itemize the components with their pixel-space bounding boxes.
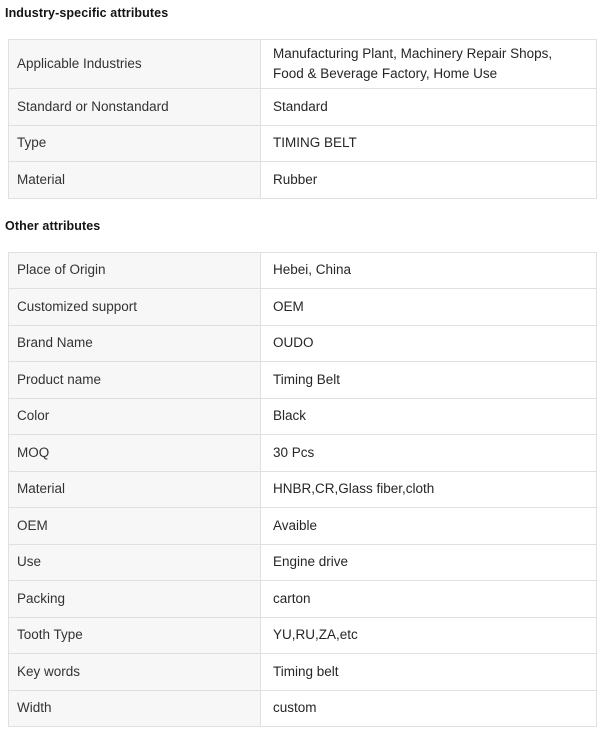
section-title: Industry-specific attributes xyxy=(5,6,169,20)
attribute-row xyxy=(9,617,597,654)
attribute-label-cell: Color xyxy=(9,398,261,435)
product-attributes-panel xyxy=(0,6,603,727)
attribute-label-cell: Type xyxy=(9,125,261,162)
attribute-label-cell: Product name xyxy=(9,362,261,399)
attribute-value-cell: Engine drive xyxy=(261,544,597,581)
attribute-value-cell: Black xyxy=(261,398,597,435)
attribute-value-cell: Timing Belt xyxy=(261,362,597,399)
attribute-row xyxy=(9,362,597,399)
attribute-row xyxy=(9,398,597,435)
attribute-label-cell: Brand Name xyxy=(9,325,261,362)
attribute-value-cell: Rubber xyxy=(261,162,597,199)
attribute-row xyxy=(9,654,597,691)
attribute-label-cell: MOQ xyxy=(9,435,261,472)
attributes-table xyxy=(8,252,597,728)
attribute-value-cell: TIMING BELT xyxy=(261,125,597,162)
attribute-label-cell: Material xyxy=(9,162,261,199)
attribute-section xyxy=(0,6,603,199)
attribute-value-cell: custom xyxy=(261,690,597,727)
attribute-label-cell: Key words xyxy=(9,654,261,691)
attribute-value-cell: HNBR,CR,Glass fiber,cloth xyxy=(261,471,597,508)
attribute-label-cell: Customized support xyxy=(9,289,261,326)
attribute-value-cell: OUDO xyxy=(261,325,597,362)
attribute-value-cell: OEM xyxy=(261,289,597,326)
attribute-label-cell: Width xyxy=(9,690,261,727)
attribute-row xyxy=(9,508,597,545)
attribute-value-cell: carton xyxy=(261,581,597,618)
attribute-label-cell: Standard or Nonstandard xyxy=(9,89,261,126)
attribute-value-cell: Avaible xyxy=(261,508,597,545)
attribute-value-cell: YU,RU,ZA,etc xyxy=(261,617,597,654)
attribute-row xyxy=(9,289,597,326)
attribute-label-cell: Packing xyxy=(9,581,261,618)
attribute-row xyxy=(9,162,597,199)
attribute-row xyxy=(9,325,597,362)
attribute-section xyxy=(0,219,603,728)
attributes-table xyxy=(8,39,597,199)
attribute-value-cell: 30 Pcs xyxy=(261,435,597,472)
attribute-value-cell: Standard xyxy=(261,89,597,126)
attribute-row xyxy=(9,471,597,508)
attribute-label-cell: Place of Origin xyxy=(9,252,261,289)
attribute-row xyxy=(9,125,597,162)
attribute-row xyxy=(9,690,597,727)
attribute-label-cell: OEM xyxy=(9,508,261,545)
section-title: Other attributes xyxy=(5,218,101,233)
attribute-label-cell: Tooth Type xyxy=(9,617,261,654)
attribute-row xyxy=(9,252,597,289)
attribute-value-cell: Hebei, China xyxy=(261,252,597,289)
attribute-value-cell: Manufacturing Plant, Machinery Repair Shops, Food & Beverage Factory, Home Use xyxy=(261,40,597,89)
attribute-label-cell: Applicable Industries xyxy=(9,40,261,89)
attribute-label-cell: Material xyxy=(9,471,261,508)
attribute-row xyxy=(9,544,597,581)
attributes-table-body xyxy=(9,252,597,727)
attribute-row xyxy=(9,40,597,89)
attribute-row xyxy=(9,89,597,126)
attribute-row xyxy=(9,581,597,618)
attribute-row xyxy=(9,435,597,472)
attribute-value-cell: Timing belt xyxy=(261,654,597,691)
attribute-label-cell: Use xyxy=(9,544,261,581)
attributes-table-body xyxy=(9,40,597,199)
